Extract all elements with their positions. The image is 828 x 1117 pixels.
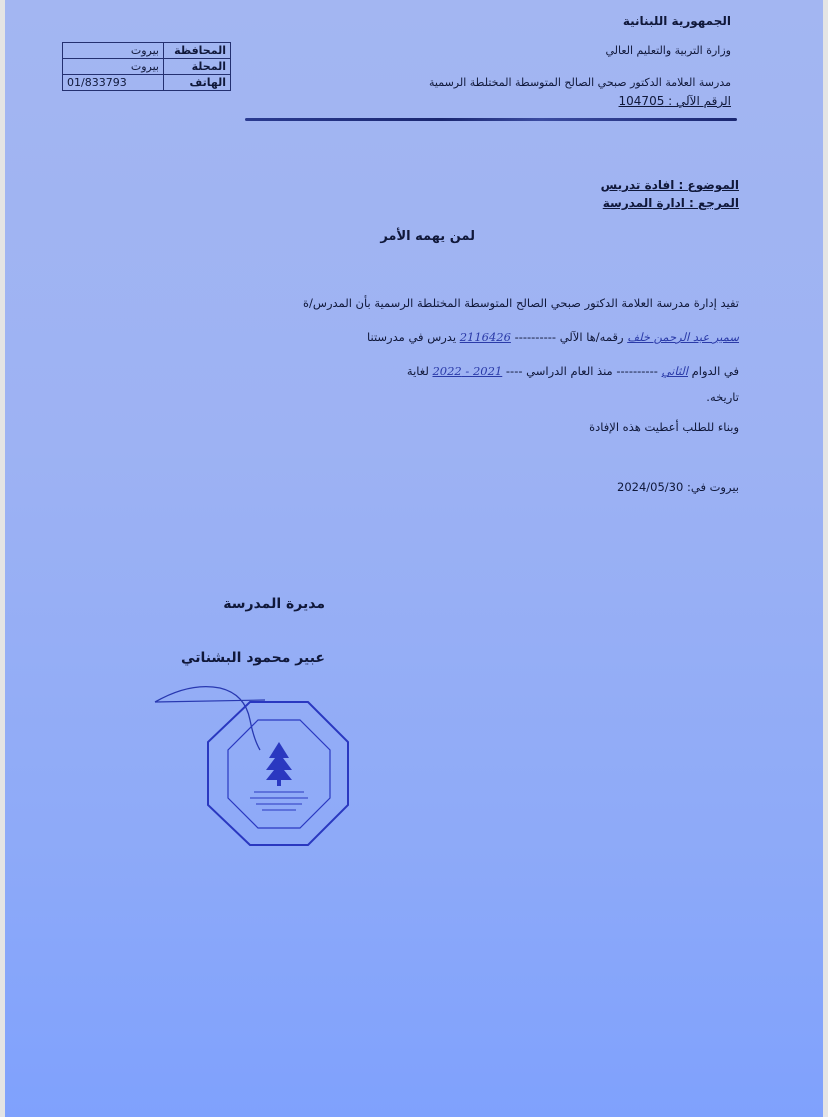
ministry-heading: وزارة التربية والتعليم العالي (605, 44, 731, 57)
body-line-2 (367, 330, 739, 344)
label-governorate: المحافظة (164, 43, 231, 59)
cedar-icon (266, 742, 292, 780)
signature-scribble (155, 687, 260, 750)
table-row (63, 59, 231, 75)
signature-line (155, 700, 265, 702)
subject-line: الموضوع : افادة تدريس (600, 178, 739, 192)
school-heading: مدرسة العلامة الدكتور صبحي الصالح المتوسطة المختلطة الرسمية (429, 76, 731, 89)
shift: الثاني (661, 364, 688, 378)
signature-and-stamp (150, 680, 370, 880)
header-divider (245, 118, 737, 121)
body-line-5: وبناء للطلب أعطيت هذه الإفادة (589, 420, 739, 434)
value-locality: بيروت (63, 59, 164, 75)
label-locality: المحلة (164, 59, 231, 75)
salutation: لمن يهمه الأمر (380, 229, 475, 244)
document-page (5, 0, 823, 1117)
school-number: الرقم الآلي : 104705 (618, 94, 731, 108)
table-row (63, 75, 231, 91)
date-line: بيروت في: 2024/05/30 (617, 480, 739, 494)
body-text: ---------- منذ العام الدراسي ---- (505, 364, 658, 378)
republic-heading: الجمهورية اللبنانية (622, 14, 731, 28)
body-line-4: تاريخه. (706, 390, 739, 404)
teacher-name: سمير عبد الرحمن خلف (627, 330, 739, 344)
body-line-1: تفيد إدارة مدرسة العلامة الدكتور صبحي الصالح المتوسطة المختلطة الرسمية بأن المدرس/ة (303, 296, 739, 310)
body-text: لغاية (406, 364, 429, 378)
info-table (62, 42, 231, 91)
year-range: 2021 - 2022 (432, 364, 503, 378)
signature-title: مديرة المدرسة (223, 596, 325, 612)
signature-name: عبير محمود البشناتي (181, 650, 325, 666)
value-governorate: بيروت (63, 43, 164, 59)
table-row (63, 43, 231, 59)
official-stamp (208, 702, 348, 845)
body-text: في الدوام (691, 364, 739, 378)
teacher-number: 2116426 (459, 330, 511, 344)
number-label: رقمه/ها الآلي ---------- (514, 330, 624, 344)
body-line-3 (407, 364, 739, 378)
label-phone: الهاتف (164, 75, 231, 91)
value-phone: 01/833793 (63, 75, 164, 91)
body-text: يدرس في مدرستنا (366, 330, 457, 344)
reference-line: المرجع : ادارة المدرسة (602, 196, 739, 210)
